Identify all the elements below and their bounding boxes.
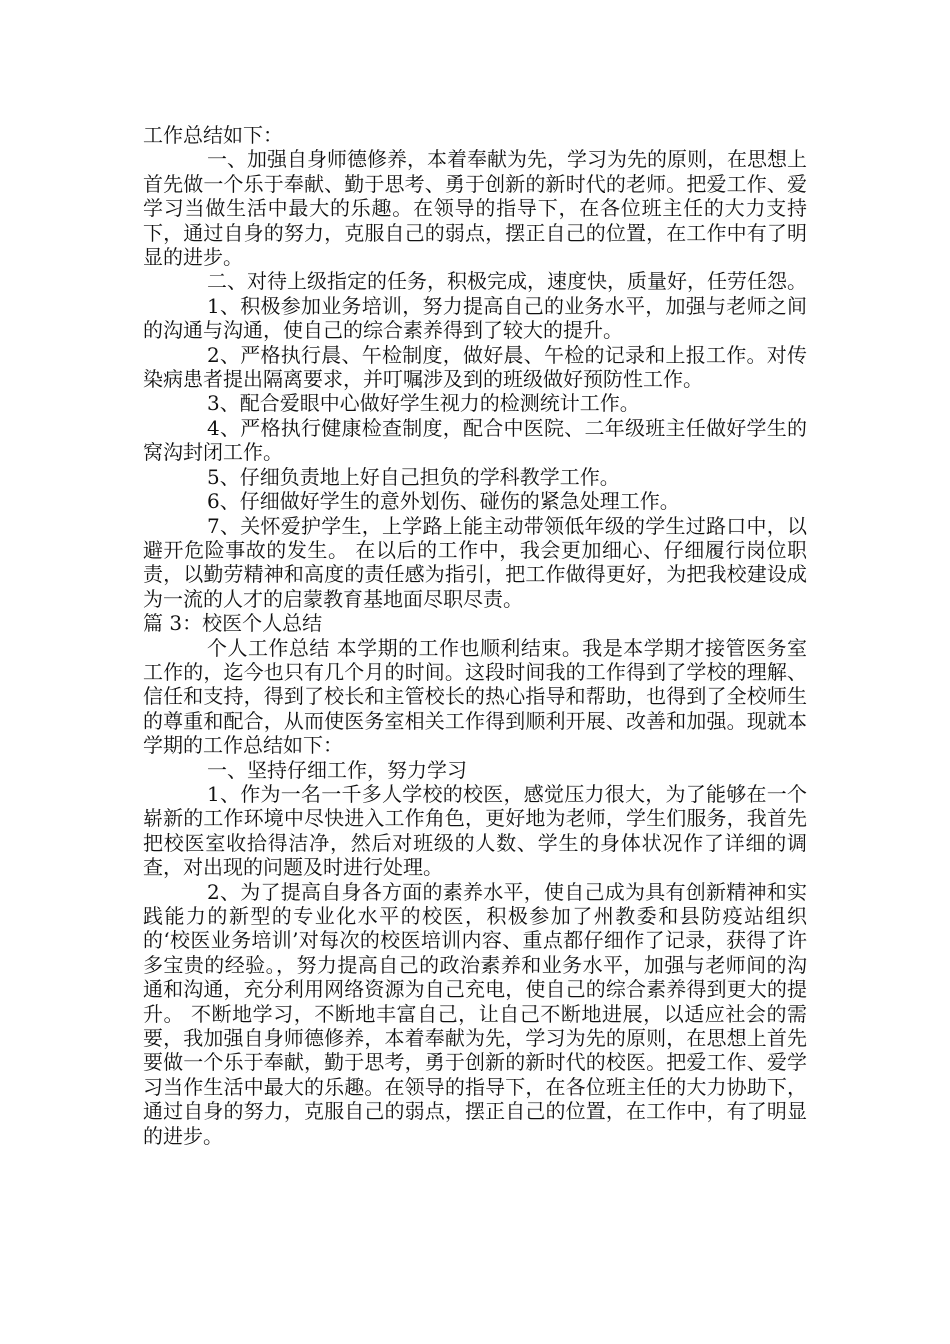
- list-item-5: 5、仔细负责地上好自己担负的学科教学工作。: [207, 464, 620, 489]
- list-item-2: 2、严格执行晨、午检制度，做好晨、午检的记录和上报工作。对传染病患者提出隔离要求，并叮嘱涉及到的班级做好预防性工作。: [143, 342, 807, 392]
- paragraph-section-1: 一、加强自身师德修养，本着奉献为先，学习为先的原则，在思想上首先做一个乐于奉献、勤于思考、勇于创新的新时代的老师。把爱工作、爱学习当做生活中最大的乐趣。在领导的指导下，在各位班主任的大力支持下，通过自身的努力，克服自己的弱点，摆正自己的位置，在工作中有了明显的进步。: [143, 147, 807, 270]
- list-item-b1: 1、作为一名一千多人学校的校医，感觉压力很大，为了能够在一个崭新的工作环境中尽快进入工作角色，更好地为老师，学生们服务，我首先把校医室收拾得洁净，然后对班级的人数、学生的身体状况作了详细的调查，对出现的问题及时进行处理。: [143, 781, 807, 880]
- document-page: [143, 123, 807, 1148]
- list-item-b2: 2、为了提高自身各方面的素养水平，使自己成为具有创新精神和实践能力的新型的专业化水平的校医，积极参加了州教委和县防疫站组织的‘校医业务培训’对每次的校医培训内容、重点都仔细作了记录，获得了许多宝贵的经验。，努力提高自己的政治素养和业务水平，加强与老师间的沟通和沟通，充分利用网络资源为自己充电，使自己的综合素养得到更大的提升。 不断地学习，不断地丰富自己，让自己不断地进展，以适应社会的需要，我加强自身师德修养，本着奉献为先，学习为先的原则，在思想上首先要做一个乐于奉献，勤于思考，勇于创新的新时代的校医。把爱工作、爱学习当作生活中最大的乐趣。在领导的指导下，在各位班主任的大力协助下，通过自身的努力，克服自己的弱点，摆正自己的位置，在工作中，有了明显的进步。: [143, 879, 807, 1148]
- list-item-4: 4、严格执行健康检查制度，配合中医院、二年级班主任做好学生的窝沟封闭工作。: [143, 415, 807, 465]
- paragraph-subheading: 一、坚持仔细工作，努力学习: [207, 757, 467, 782]
- section-heading: 篇 3：校医个人总结: [143, 611, 323, 636]
- paragraph-summary-intro: 个人工作总结 本学期的工作也顺利结束。我是本学期才接管医务室工作的，迄今也只有几个月的时间。这段时间我的工作得到了学校的理解、信任和支持，得到了校长和主管校长的热心指导和帮助，也得到了全校师生的尊重和配合，从而使医务室相关工作得到顺利开展、改善和加强。现就本学期的工作总结如下：: [143, 635, 807, 758]
- paragraph-intro: 工作总结如下：: [143, 123, 283, 147]
- list-item-7: 7、关怀爱护学生，上学路上能主动带领低年级的学生过路口中，以避开危险事故的发生。 在以后的工作中，我会更加细心、仔细履行岗位职责，以勤劳精神和高度的责任感为指引，把工作做得更好，为把我校建设成为一流的人才的启蒙教育基地面尽职尽责。: [143, 513, 807, 611]
- paragraph-section-2: 二、对待上级指定的任务，积极完成，速度快，质量好，任劳任怨。: [207, 269, 807, 294]
- list-item-3: 3、配合爱眼中心做好学生视力的检测统计工作。: [207, 391, 640, 416]
- list-item-1: 1、积极参加业务培训，努力提高自己的业务水平，加强与老师之间的沟通与沟通，使自己的综合素养得到了较大的提升。: [143, 293, 807, 343]
- list-item-6: 6、仔细做好学生的意外划伤、碰伤的紧急处理工作。: [207, 489, 680, 514]
